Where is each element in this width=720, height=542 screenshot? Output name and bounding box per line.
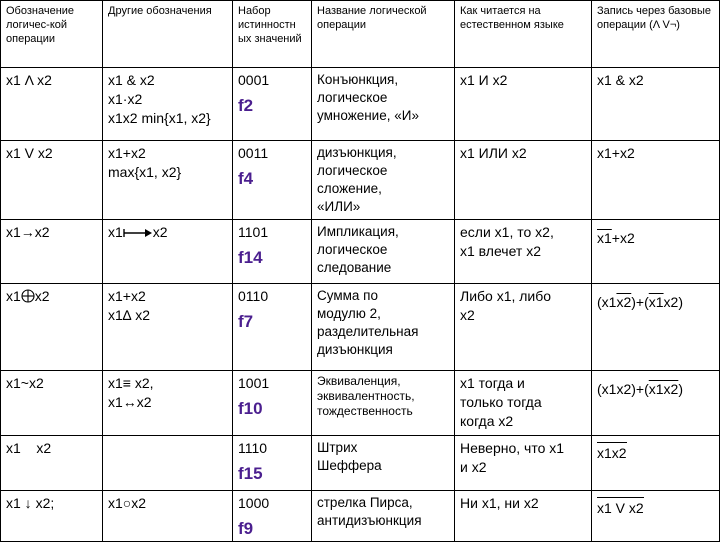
name-line: Конъюнкция, — [317, 72, 399, 87]
cell-reading — [455, 371, 592, 436]
truth-values: 1001 — [238, 375, 270, 391]
other-left: x1 — [108, 224, 123, 240]
basic-negated-x1: x1 — [597, 230, 612, 246]
other-line: x1+x2 — [108, 288, 146, 304]
name-line: Шеффера — [317, 458, 382, 473]
table-row-implication — [1, 220, 720, 284]
other-line: max{x1, x2} — [108, 164, 182, 180]
basic-rest: +x2 — [611, 230, 635, 246]
header-truth-set: Набор истинностн ых значений — [233, 1, 312, 68]
cell-reading — [455, 284, 592, 371]
other-line: x1↔x2 — [108, 394, 152, 410]
name-line: Импликация, — [317, 224, 399, 239]
cell-symbol: x1 Λ x2 — [1, 68, 103, 141]
function-code: f4 — [238, 169, 254, 188]
table-row-conjunction — [1, 68, 720, 141]
name-line: дизъюнкция — [317, 342, 393, 357]
reading-line: x1 тогда и — [460, 375, 525, 391]
cell-other — [103, 68, 233, 141]
symbol-right: x2 — [34, 288, 50, 304]
cell-symbol — [1, 436, 103, 491]
name-line: логическое — [317, 242, 388, 257]
name-line: умножение, «И» — [317, 108, 419, 123]
cell-other — [103, 141, 233, 220]
reading-line: только тогда — [460, 394, 542, 410]
basic-part-negated: x1 — [648, 294, 664, 310]
header-other-notations: Другие обозначения — [103, 1, 233, 68]
reading-line: x1 влечет x2 — [460, 243, 541, 259]
symbol-left: x1 — [6, 288, 21, 304]
header-natural-reading: Как читается на естественном языке — [455, 1, 592, 68]
cell-basic: x1+x2 — [592, 141, 720, 220]
cell-other — [103, 491, 233, 542]
cell-symbol: x1~x2 — [1, 371, 103, 436]
name-line: «ИЛИ» — [317, 199, 361, 214]
basic-part: ) — [678, 381, 683, 397]
other-line: x1+x2 — [108, 145, 146, 161]
name-line: антидизъюнкция — [317, 513, 422, 528]
name-line: разделительная — [317, 324, 419, 339]
basic-part: )+( — [631, 294, 649, 310]
name-line: сложение, — [317, 181, 382, 196]
header-row — [1, 1, 720, 68]
basic-part: (x1x2)+( — [597, 381, 649, 397]
cell-basic — [592, 220, 720, 284]
basic-negated: x1x2 — [597, 442, 627, 463]
basic-part-negated: x1 — [648, 381, 664, 397]
cell-truth — [233, 284, 312, 371]
cell-other — [103, 220, 233, 284]
cell-other-empty — [103, 436, 233, 491]
cell-name — [312, 220, 455, 284]
reading-line: x1 И x2 — [460, 72, 508, 88]
table-row-xor — [1, 284, 720, 371]
reading-line: Либо x1, либо — [460, 288, 552, 304]
cell-symbol: x1→x2 — [1, 220, 103, 284]
function-code: f2 — [238, 96, 254, 115]
function-code: f9 — [238, 519, 254, 538]
basic-part: ) — [678, 294, 684, 310]
table-row-sheffer — [1, 436, 720, 491]
cell-basic — [592, 371, 720, 436]
cell-symbol — [1, 284, 103, 371]
name-line: дизъюнкция, — [317, 145, 397, 160]
basic-part-negated: x2 — [663, 381, 679, 397]
truth-values: 0011 — [238, 145, 269, 161]
cell-name — [312, 284, 455, 371]
other-line: x1∆ x2 — [108, 307, 151, 323]
cell-reading — [455, 491, 592, 542]
name-line: модулю 2, — [317, 306, 381, 321]
basic-part: (x1 — [597, 294, 617, 310]
cell-symbol: x1 V x2 — [1, 141, 103, 220]
cell-reading — [455, 220, 592, 284]
function-code: f14 — [238, 248, 263, 267]
cell-basic — [592, 436, 720, 491]
other-line: x1≡ x2, — [108, 375, 154, 391]
implication-arrow-icon — [123, 227, 153, 239]
name-line: Штрих — [317, 440, 358, 455]
cell-other — [103, 371, 233, 436]
name-line: следование — [317, 260, 392, 275]
reading-line: если x1, то x2, — [460, 224, 554, 240]
cell-truth — [233, 436, 312, 491]
truth-values: 0110 — [238, 288, 269, 304]
name-line: логическое — [317, 163, 388, 178]
reading-line: Ни x1, ни x2 — [460, 495, 539, 511]
cell-name — [312, 141, 455, 220]
cell-reading — [455, 141, 592, 220]
cell-reading — [455, 436, 592, 491]
other-line: x1x2 min{x1, x2} — [108, 110, 211, 126]
table-row-equivalence — [1, 371, 720, 436]
other-right: x2 — [152, 224, 168, 240]
table-row-disjunction — [1, 141, 720, 220]
name-line: стрелка Пирса, — [317, 495, 413, 510]
cell-truth — [233, 491, 312, 542]
header-notation: Обозначение логичес-кой операции — [1, 1, 103, 68]
cell-truth — [233, 371, 312, 436]
cell-name — [312, 491, 455, 542]
function-code: f15 — [238, 464, 263, 483]
other-line: x1·x2 — [108, 91, 143, 107]
name-line: Эквиваленция, — [317, 374, 401, 388]
header-basic-form: Запись через базовые операции (Λ V¬) — [592, 1, 720, 68]
cell-basic: x1 & x2 — [592, 68, 720, 141]
reading-line: и x2 — [460, 459, 487, 475]
cell-reading — [455, 68, 592, 141]
other-line: x1 & x2 — [108, 72, 155, 88]
cell-symbol: x1 ↓ x2; — [1, 491, 103, 542]
symbol-text: x1 x2 — [6, 440, 52, 456]
cell-name — [312, 68, 455, 141]
cell-truth — [233, 141, 312, 220]
cell-name — [312, 436, 455, 491]
name-line: эквивалентность, — [317, 389, 415, 403]
truth-values: 1110 — [238, 440, 268, 456]
circled-plus-icon — [21, 289, 35, 303]
reading-line: Неверно, что x1 — [460, 440, 565, 456]
name-line: тождественность — [317, 404, 413, 418]
reading-line: когда x2 — [460, 413, 514, 429]
basic-part-negated: x2 — [616, 294, 632, 310]
reading-line: x1 ИЛИ x2 — [460, 145, 527, 161]
reading-line: x2 — [460, 307, 475, 323]
cell-truth — [233, 68, 312, 141]
truth-values: 0001 — [238, 72, 270, 88]
function-code: f7 — [238, 312, 254, 331]
cell-basic — [592, 491, 720, 542]
other-line: x1○x2 — [108, 495, 147, 511]
cell-other — [103, 284, 233, 371]
function-code: f10 — [238, 399, 263, 418]
truth-values: 1101 — [238, 224, 269, 240]
truth-values: 1000 — [238, 495, 270, 511]
basic-part: x2 — [663, 294, 679, 310]
header-operation-name: Название логической операции — [312, 1, 455, 68]
basic-negated: x1 V x2 — [597, 497, 644, 518]
cell-basic — [592, 284, 720, 371]
name-line: Сумма по — [317, 288, 378, 303]
table-row-peirce — [1, 491, 720, 542]
name-line: логическое — [317, 90, 388, 105]
cell-name — [312, 371, 455, 436]
cell-truth — [233, 220, 312, 284]
